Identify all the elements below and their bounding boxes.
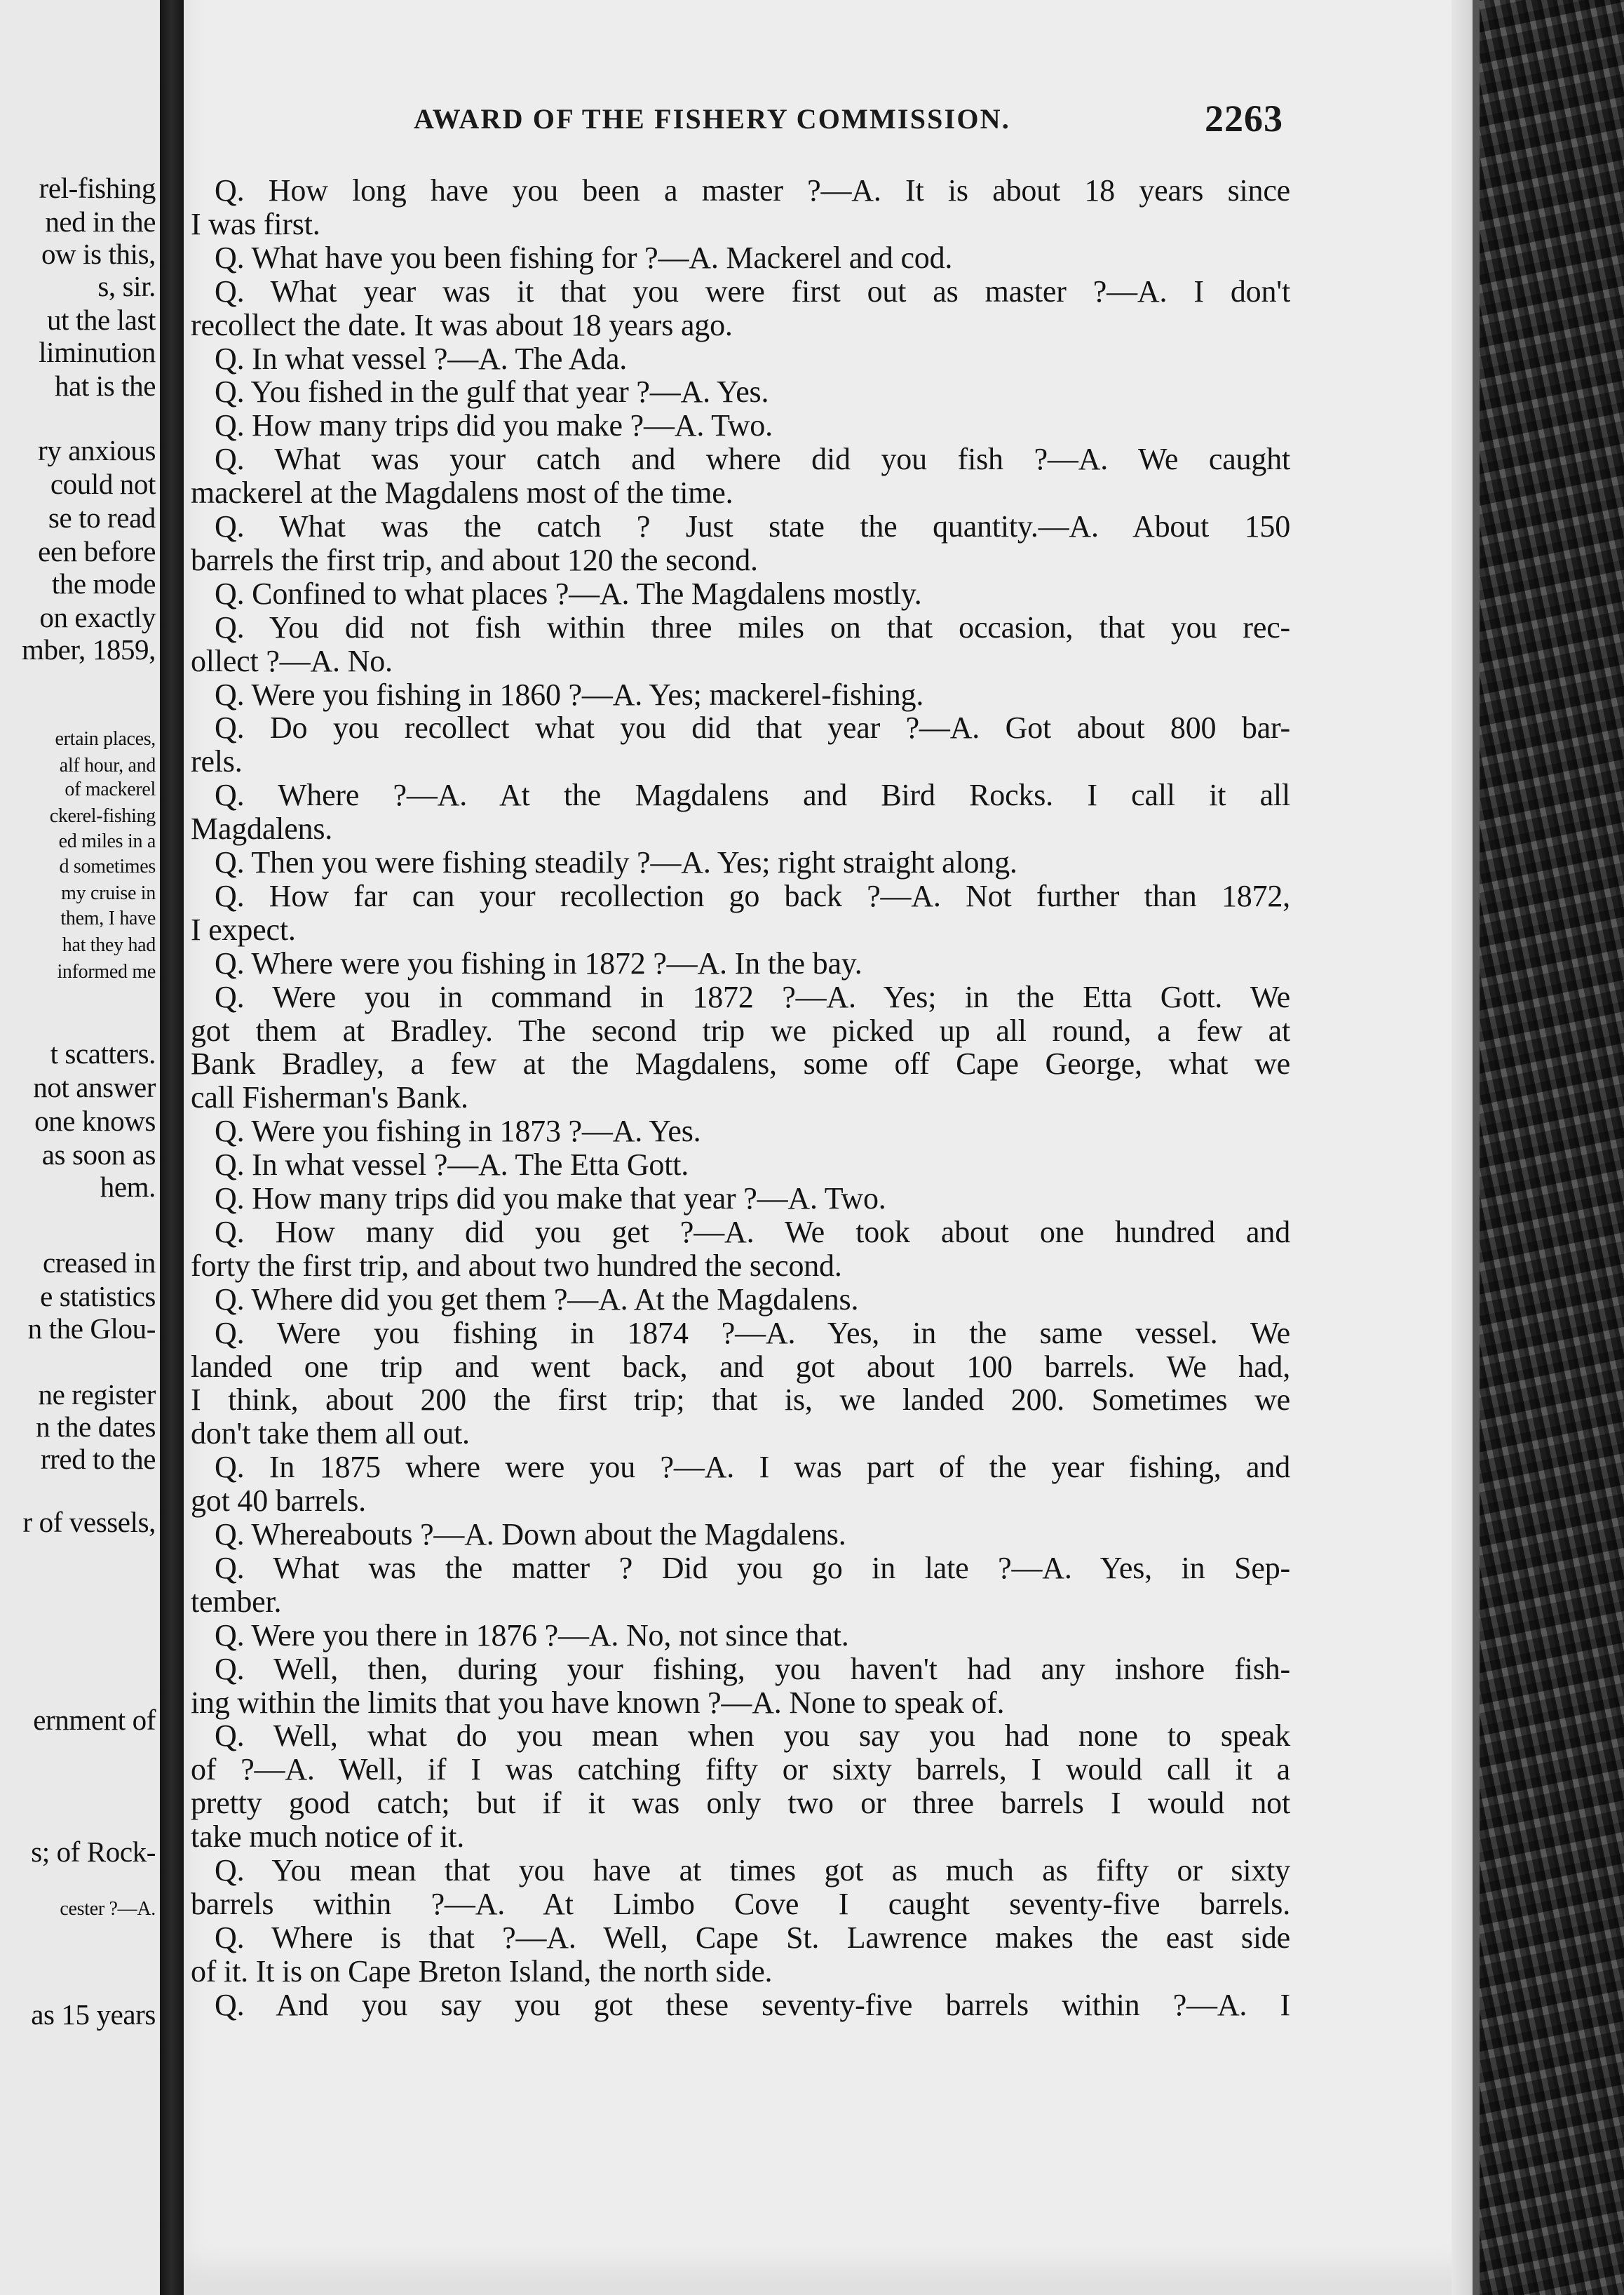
left-facing-page-fragment — [0, 0, 160, 2295]
text-line: take much notice of it. — [191, 1819, 465, 1855]
page-number: 2263 — [1205, 97, 1283, 140]
facing-page-line: ry anxious — [38, 434, 156, 466]
facing-page-line: n the Glou- — [27, 1312, 156, 1345]
text-line: Q. And you say you got these seventy-five barrels within ?—A. I — [215, 1987, 1290, 2022]
text-line: Q. How long have you been a master ?—A. It is about 18 years since — [215, 173, 1290, 208]
facing-page-line: alf hour, and — [59, 755, 156, 776]
text-line: Q. Then you were fishing steadily ?—A. Yes; right straight along. — [215, 845, 1017, 880]
facing-page-line: my cruise in — [61, 882, 156, 904]
text-line: Q. What year was it that you were first out as master ?—A. I don't — [215, 274, 1290, 309]
text-line: Q. How far can your recollection go back ?—A. Not further than 1872, — [215, 878, 1290, 913]
text-line: ing within the limits that you have known ?—A. None to speak of. — [191, 1685, 1005, 1720]
facing-page-line: d sometimes — [59, 856, 156, 877]
text-line: pretty good catch; but if it was only two or three barrels I would not — [191, 1786, 1290, 1821]
text-line: Q. How many did you get ?—A. We took about one hundred and — [215, 1214, 1290, 1249]
page-edge-line — [1473, 0, 1480, 2295]
text-line: Q. What have you been fishing for ?—A. Mackerel and cod. — [215, 240, 953, 275]
facing-page-line: creased in — [42, 1246, 156, 1279]
facing-page-line: of mackerel — [65, 779, 156, 800]
text-line: don't take them all out. — [191, 1416, 470, 1451]
facing-page-line: ertain places, — [55, 728, 156, 750]
facing-page-line: cester ?—A. — [60, 1898, 156, 1920]
facing-page-line: se to read — [48, 502, 156, 534]
text-line: Q. Where is that ?—A. Well, Cape St. Lawrence makes the east side — [215, 1920, 1290, 1955]
text-line: landed one trip and went back, and got about 100 barrels. We had, — [191, 1349, 1290, 1384]
facing-page-line: on exactly — [39, 601, 156, 633]
text-line: got 40 barrels. — [191, 1483, 366, 1519]
text-line: I think, about 200 the first trip; that is, we landed 200. Sometimes we — [191, 1382, 1290, 1418]
text-line: Q. Confined to what places ?—A. The Magdalens mostly. — [215, 576, 922, 611]
text-line: Q. You did not fish within three miles on that occasion, that you rec- — [215, 610, 1290, 645]
text-line: Q. In 1875 where were you ?—A. I was part of the year fishing, and — [215, 1450, 1290, 1485]
text-line: Q. You mean that you have at times got as much as fifty or sixty — [215, 1853, 1290, 1887]
facing-page-line: as soon as — [41, 1138, 156, 1171]
text-line: Magdalens. — [191, 812, 333, 847]
facing-page-line: one knows — [34, 1105, 156, 1137]
text-line: Bank Bradley, a few at the Magdalens, some off Cape George, what we — [191, 1046, 1290, 1082]
facing-page-line: rel-fishing — [39, 172, 156, 204]
facing-page-line: e statistics — [40, 1280, 156, 1312]
text-line: forty the first trip, and about two hundred the second. — [191, 1248, 842, 1283]
facing-page-line: t scatters. — [50, 1037, 156, 1070]
facing-page-line: een before — [38, 535, 156, 567]
facing-page-line: ernment of — [33, 1704, 156, 1736]
text-line: Q. Well, then, during your fishing, you haven't had any inshore fish- — [215, 1651, 1290, 1686]
text-line: Q. Where were you fishing in 1872 ?—A. In the bay. — [215, 945, 862, 981]
text-line: Q. What was your catch and where did you fish ?—A. We caught — [215, 442, 1290, 477]
text-line: rels. — [191, 744, 243, 779]
facing-page-line: hem. — [100, 1171, 156, 1203]
text-line: Q. Whereabouts ?—A. Down about the Magdalens. — [215, 1517, 846, 1552]
book-gutter — [160, 0, 184, 2295]
facing-page-line: ckerel-fishing — [49, 805, 156, 827]
text-line: barrels within ?—A. At Limbo Cove I caught seventy-five barrels. — [191, 1886, 1290, 1921]
marbled-book-edge — [1473, 0, 1624, 2295]
text-line: Q. Well, what do you mean when you say you had none to speak — [215, 1718, 1290, 1754]
facing-page-line: s; of Rock- — [31, 1836, 156, 1868]
text-line: Q. What was the catch ? Just state the quantity.—A. About 150 — [215, 509, 1290, 544]
text-line: of ?—A. Well, if I was catching fifty or sixty barrels, I would call it a — [191, 1752, 1290, 1787]
facing-page-line: the mode — [51, 567, 156, 600]
facing-page-line: as 15 years — [31, 1998, 156, 2031]
facing-page-line: ut the last — [46, 304, 156, 336]
facing-page-line: them, I have — [60, 908, 156, 929]
text-line: Q. Were you in command in 1872 ?—A. Yes; in the Etta Gott. We — [215, 979, 1290, 1014]
page-edge-shade — [1452, 0, 1474, 2295]
facing-page-line: ed miles in a — [58, 830, 156, 852]
text-line: I was first. — [191, 206, 320, 241]
text-line: mackerel at the Magdalens most of the time. — [191, 476, 733, 511]
facing-page-line: s, sir. — [97, 270, 156, 302]
text-line: Q. Were you fishing in 1860 ?—A. Yes; mackerel-fishing. — [215, 677, 924, 712]
text-line: Q. Where ?—A. At the Magdalens and Bird Rocks. I call it all — [215, 778, 1290, 813]
text-line: I expect. — [191, 912, 296, 947]
facing-page-line: r of vessels, — [22, 1506, 156, 1538]
text-line: call Fisherman's Bank. — [191, 1080, 468, 1115]
text-line: Q. In what vessel ?—A. The Ada. — [215, 341, 628, 376]
facing-page-line: mber, 1859, — [22, 633, 156, 666]
text-line: tember. — [191, 1584, 282, 1619]
text-line: of it. It is on Cape Breton Island, the north side. — [191, 1953, 773, 1988]
facing-page-line: hat is the — [54, 370, 156, 402]
facing-page-line: ne register — [38, 1378, 156, 1411]
text-line: recollect the date. It was about 18 years ago. — [191, 307, 733, 342]
facing-page-line: ned in the — [45, 206, 156, 238]
facing-page-line: could not — [50, 468, 156, 500]
text-line: Q. Were you there in 1876 ?—A. No, not since that. — [215, 1617, 849, 1653]
facing-page-line: informed me — [57, 961, 156, 983]
facing-page-line: liminution — [39, 336, 156, 368]
text-line: Q. Do you recollect what you did that year ?—A. Got about 800 bar- — [215, 711, 1290, 746]
text-line: ollect ?—A. No. — [191, 643, 393, 678]
text-line: Q. You fished in the gulf that year ?—A. Yes. — [215, 375, 769, 410]
text-line: Q. In what vessel ?—A. The Etta Gott. — [215, 1148, 689, 1183]
text-line: Q. Were you fishing in 1874 ?—A. Yes, in the same vessel. We — [215, 1315, 1290, 1350]
text-line: Q. What was the matter ? Did you go in late ?—A. Yes, in Sep- — [215, 1550, 1290, 1585]
text-line: Q. How many trips did you make ?—A. Two. — [215, 408, 773, 443]
text-line: got them at Bradley. The second trip we picked up all round, a few at — [191, 1013, 1290, 1048]
facing-page-line: n the dates — [36, 1411, 156, 1443]
facing-page-line: hat they had — [62, 934, 156, 956]
facing-page-line: rred to the — [40, 1443, 156, 1475]
text-line: Q. How many trips did you make that year ?—A. Two. — [215, 1181, 886, 1216]
facing-page-line: not answer — [33, 1071, 156, 1103]
text-line: Q. Where did you get them ?—A. At the Magdalens. — [215, 1281, 859, 1317]
text-line: Q. Were you fishing in 1873 ?—A. Yes. — [215, 1114, 701, 1149]
text-line: barrels the first trip, and about 120 the second. — [191, 542, 758, 577]
facing-page-line: ow is this, — [41, 238, 156, 270]
running-title: AWARD OF THE FISHERY COMMISSION. — [414, 103, 1010, 135]
